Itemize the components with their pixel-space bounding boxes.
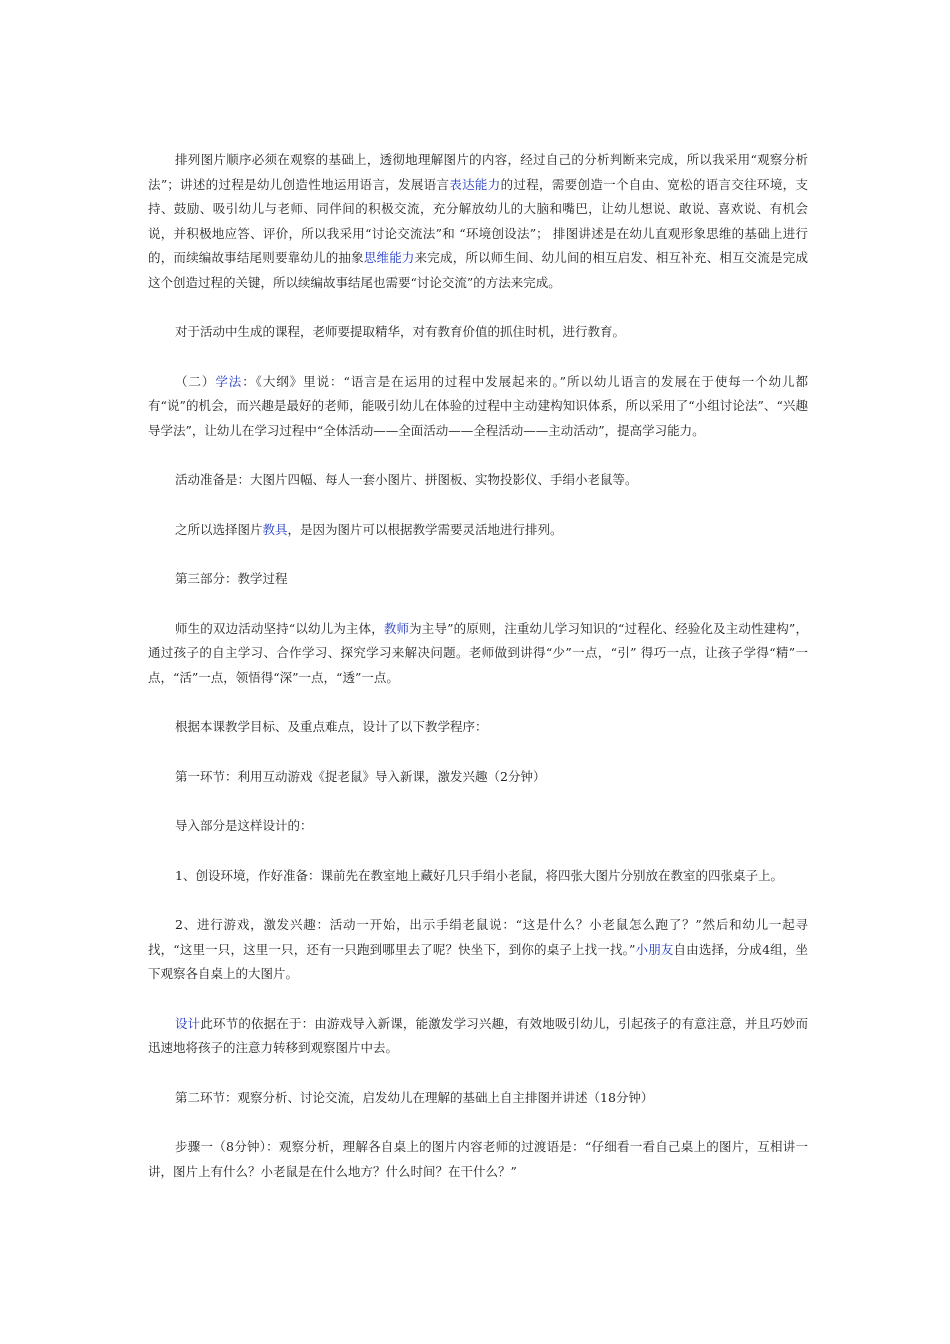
heading-stage-two: 第二环节：观察分析、讨论交流，启发幼儿在理解的基础上自主排图并讲述（18分钟） (175, 1089, 654, 1105)
link-learning-method[interactable]: 学法 (215, 373, 243, 389)
paragraph-step-one-observe: 步骤一（8分钟）：观察分析，理解各自桌上的图片内容老师的过渡语是：“仔细看一看自己桌上的图片，互相讲一讲，图片上有什么？小老鼠是在什么地方？什么时间？在干什么？” (148, 1139, 808, 1179)
paragraph-text: ：《大纲》里说：“语言是在运用的过程中发展起来的。”所以幼儿语言的发展在于使每一个幼儿都有“说”的机会，而兴趣是最好的老师，能吸引幼儿在体验的过程中主动建构知识体系，所以采用了“小组讨论法”、“兴趣导学法”，让幼儿在学习过程中“全体活动——全面活动——全程活动——主动活动”，提高学习能力。 (148, 373, 808, 438)
paragraph-text: （二） (175, 373, 216, 389)
document-page (148, 148, 808, 1209)
paragraph-teaching-aids (148, 518, 808, 543)
paragraph-text: 为主导”的原则，注重幼儿学习知识的“过程化、经验化及主动性建构”，通过孩子的自主学习、合作学习、探究学习来解决问题。老师做到讲得“少”一点，“引” 得巧一点，让孩子学得“精”一点，“活”一点，领悟得“深”一点，“透”一点。 (148, 620, 808, 685)
heading-stage-one: 第一环节：利用互动游戏《捉老鼠》导入新课，激发兴趣（2分钟） (175, 768, 546, 784)
paragraph-text: 师生的双边活动坚持“以幼儿为主体， (175, 620, 384, 636)
paragraph-design-basis (148, 1012, 808, 1061)
link-teaching-aids[interactable]: 教具 (262, 521, 288, 537)
paragraph-intro-design: 导入部分是这样设计的： (175, 818, 313, 833)
link-children[interactable]: 小朋友 (635, 941, 674, 957)
paragraph-step-create-environment: 1、创设环境，作好准备：课前先在教室地上藏好几只手绢小老鼠，将四张大图片分别放在教室的四张桌子上。 (175, 867, 783, 883)
paragraph-program-intro: 根据本课教学目标、及重点难点，设计了以下教学程序： (175, 719, 488, 734)
paragraph-preparation: 活动准备是：大图片四幅、每人一套小图片、拼图板、实物投影仪、手绢小老鼠等。 (175, 472, 638, 487)
paragraph-text: 自由选择，分成4组，坐下观察各自桌上的大图片。 (148, 941, 808, 981)
paragraph-method-analysis (148, 148, 808, 295)
paragraph-text: ，是因为图片可以根据教学需要灵活地进行排列。 (287, 521, 563, 537)
paragraph-text: 之所以选择图片 (175, 521, 263, 537)
section-heading-part-three: 第三部分：教学过程 (175, 571, 288, 586)
paragraph-text: 的过程，需要创造一个自由、宽松的语言交往环境，支持、鼓励、吸引幼儿与老师、同伴间的积极交流，充分解放幼儿的大脑和嘴巴，让幼儿想说、敢说、喜欢说、有机会说，并积极地应答、评价，所以我采用“讨论交流法”和 “环境创设法”； 排图讲述是在幼儿直观形象思维的基础上进行的，而续编故事结尾则要靠幼儿的抽象 (148, 176, 808, 265)
paragraph-learning-method (148, 370, 808, 444)
paragraph-text: 排列图片顺序必须在观察的基础上，透彻地理解图片的内容，经过自己的分析判断来完成，所以我采用“观察分析法”；讲述的过程是幼儿创造性地运用语言，发展语言 (148, 152, 808, 192)
link-expression-ability[interactable]: 表达能力 (449, 176, 501, 192)
paragraph-bilateral-activity (148, 617, 808, 691)
paragraph-text: 来完成，所以师生间、幼儿间的相互启发、相互补充、相互交流是完成这个创造过程的关键，所以续编故事结尾也需要“讨论交流”的方法来完成。 (148, 250, 808, 290)
paragraph-text: 2、进行游戏，激发兴趣：活动一开始，出示手绢老鼠说：“这是什么？小老鼠怎么跑了？”然后和幼儿一起寻找，“这里一只，这里一只，还有一只跑到哪里去了呢？快坐下，到你的桌子上找一找。” (148, 917, 808, 957)
link-design[interactable]: 设计 (175, 1015, 201, 1031)
paragraph-generated-course: 对于活动中生成的课程，老师要提取精华，对有教育价值的抓住时机，进行教育。 (175, 324, 626, 339)
paragraph-step-play-game (148, 913, 808, 987)
paragraph-text: 此环节的依据在于：由游戏导入新课，能激发学习兴趣，有效地吸引幼儿，引起孩子的有意注意，并且巧妙而迅速地将孩子的注意力转移到观察图片中去。 (148, 1015, 808, 1055)
link-teacher[interactable]: 教师 (383, 620, 410, 636)
link-thinking-ability[interactable]: 思维能力 (363, 250, 415, 265)
